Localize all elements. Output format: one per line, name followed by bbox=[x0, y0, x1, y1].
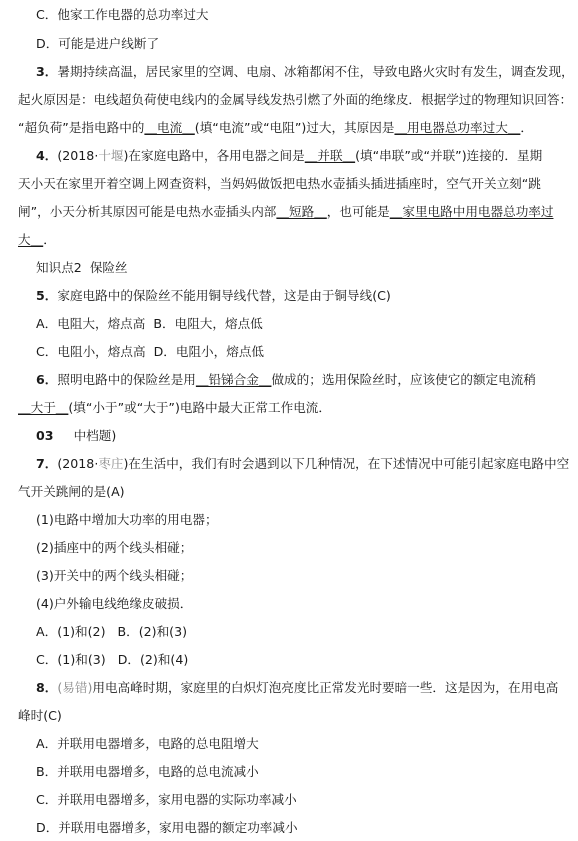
section-number: 03 bbox=[36, 428, 54, 443]
q5-options-row-2 bbox=[36, 343, 570, 361]
option-b: B．(2)和(3) bbox=[117, 624, 188, 639]
q3-text: “超负荷”是指电路中的 bbox=[18, 120, 145, 135]
answer-blank: ＿电流＿ bbox=[144, 120, 195, 135]
q8-line-2: 峰时(C) bbox=[18, 708, 62, 723]
q4-text: )在家庭电路中，各用电器之间是 bbox=[123, 148, 305, 163]
q8-line-1 bbox=[36, 679, 570, 697]
answer-blank: ＿大于＿ bbox=[18, 400, 69, 415]
question-number: 8． bbox=[36, 680, 58, 695]
q4-line-1 bbox=[36, 147, 570, 165]
q3-text: (填“电流”或“电阻”)过大，其原因是 bbox=[194, 120, 395, 135]
answer-blank: ＿用电器总功率过大＿ bbox=[394, 120, 521, 135]
answer-blank: ＿短路＿ bbox=[276, 204, 327, 219]
q6-text: 照明电路中的保险丝是用 bbox=[57, 372, 196, 387]
option-d: D．(2)和(4) bbox=[117, 652, 189, 667]
q4-line-3 bbox=[18, 203, 570, 221]
q3-text: 暑期持续高温，居民家里的空调、电扇、冰箱都闲不住，导致电路火灾时有发生，调查发现， bbox=[57, 64, 574, 79]
q6-text: 做成的；选用保险丝时，应该使它的额定电流稍 bbox=[271, 372, 536, 387]
q8-option-a: A．并联用电器增多，电路的总电阻增大 bbox=[36, 736, 259, 751]
q4-line-4 bbox=[18, 231, 570, 249]
option-c: C．电阻小，熔点高 bbox=[36, 344, 146, 359]
q4-text: 闸”，小天分析其原因可能是电热水壶插头内部 bbox=[18, 204, 277, 219]
source-year: (2018· bbox=[57, 456, 99, 471]
answer-blank: 大＿ bbox=[18, 232, 44, 247]
question-number: 6． bbox=[36, 372, 58, 387]
q4-text: (填“串联”或“并联”)连接的．星期 bbox=[355, 148, 543, 163]
q7-text: )在生活中，我们有时会遇到以下几种情况，在下述情况中可能引起家庭电路中空 bbox=[123, 456, 570, 471]
q3-line-1 bbox=[36, 63, 574, 81]
q7-options-row-1 bbox=[36, 623, 570, 641]
q8-option-b: B．并联用电器增多，电路的总电流减小 bbox=[36, 764, 259, 779]
question-number: 3． bbox=[36, 64, 58, 79]
option-c: C．(1)和(3) bbox=[36, 652, 106, 667]
source-place: 十堰 bbox=[98, 148, 124, 163]
source-place: 枣庄 bbox=[98, 456, 124, 471]
q6-line-1 bbox=[36, 371, 570, 389]
q2-option-c: C．他家工作电器的总功率过大 bbox=[36, 7, 209, 22]
q4-line-2: 天小天在家里开着空调上网查资料，当妈妈做饭把电热水壶插头插进插座时，空气开关立刻“跳 bbox=[18, 176, 541, 191]
source-year: (2018· bbox=[57, 148, 99, 163]
section-heading bbox=[36, 427, 570, 445]
section-title: 中档题) bbox=[73, 428, 117, 443]
option-a: A．电阻大，熔点高 bbox=[36, 316, 146, 331]
answer-blank: ＿并联＿ bbox=[304, 148, 356, 163]
q7-situation-1: (1)电路中增加大功率的用电器； bbox=[36, 512, 218, 527]
option-d: D．电阻小，熔点低 bbox=[153, 344, 265, 359]
answer-blank: ＿铅锑合金＿ bbox=[195, 372, 272, 387]
question-number: 7． bbox=[36, 456, 58, 471]
q7-line-2: 气开关跳闸的是(A) bbox=[18, 484, 125, 499]
q3-line-2: 起火原因是：电线超负荷使电线内的金属导线发热引燃了外面的绝缘皮．根据学过的物理知识回答： bbox=[18, 92, 573, 107]
q7-situation-4: (4)户外输电线绝缘皮破损． bbox=[36, 596, 193, 611]
q4-text: ，也可能是 bbox=[326, 204, 390, 219]
q6-line-2 bbox=[18, 399, 570, 417]
option-a: A．(1)和(2) bbox=[36, 624, 106, 639]
q8-option-c: C．并联用电器增多，家用电器的实际功率减小 bbox=[36, 792, 297, 807]
difficulty-tag: (易错) bbox=[57, 680, 93, 695]
q7-options-row-2 bbox=[36, 651, 570, 669]
q3-line-3 bbox=[18, 119, 570, 137]
q6-text: (填“小于”或“大于”)电路中最大正常工作电流． bbox=[68, 400, 331, 415]
knowledge-point-heading bbox=[36, 259, 570, 277]
q8-option-d: D．并联用电器增多，家用电器的额定功率减小 bbox=[36, 820, 298, 835]
question-number: 4． bbox=[36, 148, 58, 163]
knowledge-point-title: 保险丝 bbox=[89, 260, 128, 275]
q7-situation-2: (2)插座中的两个线头相碰； bbox=[36, 540, 193, 555]
q2-option-d: D．可能是进户线断了 bbox=[36, 36, 160, 51]
q5-text: 家庭电路中的保险丝不能用铜导线代替，这是由于铜导线(C) bbox=[57, 288, 391, 303]
q4-text: ． bbox=[43, 232, 56, 247]
q5-options-row-1 bbox=[36, 315, 570, 333]
answer-blank: ＿家里电路中用电器总功率过 bbox=[389, 204, 554, 219]
q7-situation-3: (3)开关中的两个线头相碰； bbox=[36, 568, 193, 583]
question-number: 5． bbox=[36, 288, 58, 303]
q7-line-1 bbox=[36, 455, 570, 473]
option-b: B．电阻大，熔点低 bbox=[153, 316, 263, 331]
q8-text: 用电高峰时期，家庭里的白炽灯泡亮度比正常发光时要暗一些．这是因为，在用电高 bbox=[92, 680, 559, 695]
knowledge-point-label: 知识点2 bbox=[36, 260, 82, 275]
q5-stem bbox=[36, 287, 570, 305]
q3-text: ． bbox=[520, 120, 533, 135]
